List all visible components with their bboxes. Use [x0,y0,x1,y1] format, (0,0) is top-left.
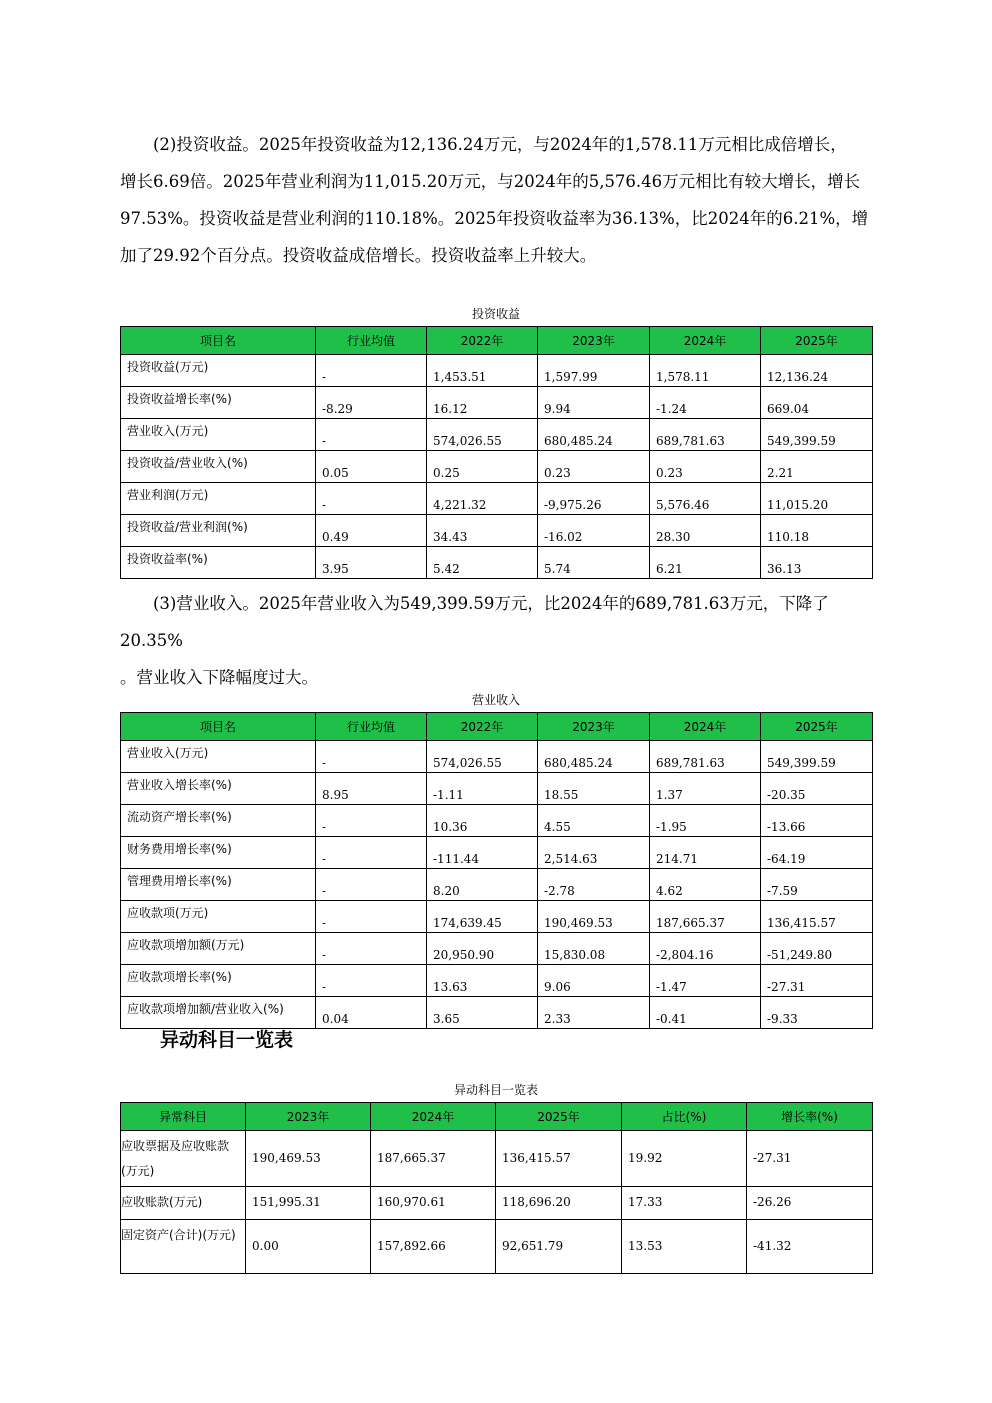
value-cell: -1.47 [650,965,761,997]
header-cell: 行业均值 [316,713,427,741]
table-row [121,901,873,933]
value-cell: 8.20 [427,869,538,901]
value-cell: 190,469.53 [538,901,650,933]
value-cell: -51,249.80 [761,933,873,965]
value-cell: - [316,741,427,773]
table-row [121,805,873,837]
value-cell: 92,651.79 [496,1220,622,1274]
table-row [121,773,873,805]
header-cell: 2024年 [371,1103,496,1131]
value-cell: 151,995.31 [246,1187,371,1220]
value-cell: 187,665.37 [650,901,761,933]
value-cell: - [316,933,427,965]
value-cell: -27.31 [761,965,873,997]
investment-table-caption: 投资收益 [471,307,520,321]
row-label-cell: 应收款项增长率(%) [121,965,316,997]
header-cell: 2022年 [427,713,538,741]
paragraph-line: 增长6.69倍。2025年营业利润为11,015.20万元，与2024年的5,576.46万元相比有较大增长，增长 [120,172,861,191]
value-cell: -111.44 [427,837,538,869]
value-cell: 0.04 [316,997,427,1029]
value-cell: 19.92 [622,1131,747,1187]
table-row [121,1220,873,1274]
table-header-row [121,1103,873,1131]
header-cell: 异常科目 [121,1103,246,1131]
value-cell: - [316,355,427,387]
header-cell: 占比(%) [622,1103,747,1131]
header-cell: 2024年 [650,713,761,741]
value-cell: 0.49 [316,515,427,547]
header-cell: 2023年 [246,1103,371,1131]
value-cell: -26.26 [747,1187,873,1220]
value-cell: 11,015.20 [761,483,873,515]
value-cell: 689,781.63 [650,419,761,451]
value-cell: 680,485.24 [538,741,650,773]
table-row [121,965,873,997]
value-cell: 13.63 [427,965,538,997]
value-cell: 214.71 [650,837,761,869]
value-cell: 118,696.20 [496,1187,622,1220]
value-cell: 689,781.63 [650,741,761,773]
value-cell: 8.95 [316,773,427,805]
value-cell: - [316,965,427,997]
header-cell: 2025年 [761,327,873,355]
value-cell: -20.35 [761,773,873,805]
table-row [121,837,873,869]
value-cell: 1,597.99 [538,355,650,387]
value-cell: 2,514.63 [538,837,650,869]
value-cell: 549,399.59 [761,741,873,773]
value-cell: 3.95 [316,547,427,579]
value-cell: 574,026.55 [427,419,538,451]
table-row [121,515,873,547]
anomaly-heading: 异动科目一览表 [160,1029,294,1051]
header-cell: 2025年 [496,1103,622,1131]
paragraph-line: (2)投资收益。2025年投资收益为12,136.24万元，与2024年的1,578.11万元相比成倍增长， [120,135,847,154]
anomaly-table-caption: 异动科目一览表 [453,1083,538,1097]
value-cell: - [316,805,427,837]
row-label-cell: 营业收入(万元) [121,741,316,773]
row-label-cell: 固定资产(合计)(万元) [121,1220,246,1274]
table-row [121,933,873,965]
header-cell: 2024年 [650,327,761,355]
value-cell: 157,892.66 [371,1220,496,1274]
value-cell: - [316,869,427,901]
value-cell: 174,639.45 [427,901,538,933]
value-cell: - [316,901,427,933]
table-row [121,355,873,387]
value-cell: -2,804.16 [650,933,761,965]
revenue-paragraph [120,585,890,696]
value-cell: 16.12 [427,387,538,419]
value-cell: 15,830.08 [538,933,650,965]
value-cell: 9.94 [538,387,650,419]
value-cell: 5.74 [538,547,650,579]
value-cell: 110.18 [761,515,873,547]
row-label-cell: 营业收入增长率(%) [121,773,316,805]
value-cell: 34.43 [427,515,538,547]
value-cell: 36.13 [761,547,873,579]
value-cell: 28.30 [650,515,761,547]
value-cell: 0.25 [427,451,538,483]
paragraph-line: 97.53%。投资收益是营业利润的110.18%。2025年投资收益率为36.13%，比2024年的6.21%，增 [120,209,869,228]
header-cell: 2022年 [427,327,538,355]
value-cell: -2.78 [538,869,650,901]
row-label-cell: 投资收益/营业利润(%) [121,515,316,547]
value-cell: 0.05 [316,451,427,483]
row-label-cell: 应收款项增加额/营业收入(%) [121,997,316,1029]
table-row [121,547,873,579]
value-cell: 669.04 [761,387,873,419]
value-cell: -7.59 [761,869,873,901]
anomaly-table-body [121,1131,873,1274]
table-row [121,483,873,515]
row-label-cell: 应收款项(万元) [121,901,316,933]
row-label-cell: 投资收益增长率(%) [121,387,316,419]
value-cell: 17.33 [622,1187,747,1220]
row-label-cell: 应收款项增加额(万元) [121,933,316,965]
table-row [121,741,873,773]
value-cell: 680,485.24 [538,419,650,451]
value-cell: - [316,837,427,869]
value-cell: -0.41 [650,997,761,1029]
table-row [121,451,873,483]
investment-table-body [121,355,873,579]
value-cell: -1.11 [427,773,538,805]
revenue-table [120,712,873,1029]
value-cell: 5.42 [427,547,538,579]
row-label-cell: 投资收益(万元) [121,355,316,387]
value-cell: 4.55 [538,805,650,837]
header-cell: 2023年 [538,713,650,741]
value-cell: -1.24 [650,387,761,419]
value-cell: 12,136.24 [761,355,873,387]
row-label-cell: 投资收益率(%) [121,547,316,579]
value-cell: 13.53 [622,1220,747,1274]
value-cell: - [316,419,427,451]
header-cell: 项目名 [121,327,316,355]
value-cell: - [316,483,427,515]
value-cell: -9,975.26 [538,483,650,515]
value-cell: 2.21 [761,451,873,483]
header-cell: 增长率(%) [747,1103,873,1131]
table-row [121,997,873,1029]
value-cell: 549,399.59 [761,419,873,451]
revenue-table-body [121,741,873,1029]
row-label-cell: 营业收入(万元) [121,419,316,451]
row-label-cell: 管理费用增长率(%) [121,869,316,901]
value-cell: 20,950.90 [427,933,538,965]
investment-table [120,326,873,579]
row-label-cell: 应收账款(万元) [121,1187,246,1220]
table-header-row [121,327,873,355]
value-cell: -1.95 [650,805,761,837]
value-cell: 0.00 [246,1220,371,1274]
value-cell: -41.32 [747,1220,873,1274]
row-label-cell: 营业利润(万元) [121,483,316,515]
value-cell: 187,665.37 [371,1131,496,1187]
value-cell: -64.19 [761,837,873,869]
value-cell: 0.23 [538,451,650,483]
value-cell: 3.65 [427,997,538,1029]
value-cell: 18.55 [538,773,650,805]
value-cell: 1.37 [650,773,761,805]
row-label-cell: 应收票据及应收账款(万元) [121,1131,246,1187]
value-cell: -13.66 [761,805,873,837]
table-row [121,1131,873,1187]
table-row [121,869,873,901]
value-cell: 1,453.51 [427,355,538,387]
paragraph-line: 。营业收入下降幅度过大。 [120,668,318,687]
row-label-cell: 投资收益/营业收入(%) [121,451,316,483]
value-cell: -8.29 [316,387,427,419]
investment-paragraph [120,126,890,274]
header-cell: 2025年 [761,713,873,741]
table-row [121,419,873,451]
row-label-cell: 财务费用增长率(%) [121,837,316,869]
value-cell: 0.23 [650,451,761,483]
revenue-table-caption: 营业收入 [471,693,520,707]
paragraph-line: 加了29.92个百分点。投资收益成倍增长。投资收益率上升较大。 [120,246,597,265]
anomaly-table [120,1102,873,1274]
value-cell: 9.06 [538,965,650,997]
value-cell: 160,970.61 [371,1187,496,1220]
value-cell: 2.33 [538,997,650,1029]
header-cell: 2023年 [538,327,650,355]
table-row [121,387,873,419]
value-cell: 190,469.53 [246,1131,371,1187]
value-cell: 136,415.57 [761,901,873,933]
value-cell: 4.62 [650,869,761,901]
value-cell: 4,221.32 [427,483,538,515]
value-cell: -16.02 [538,515,650,547]
value-cell: 5,576.46 [650,483,761,515]
value-cell: 574,026.55 [427,741,538,773]
table-header-row [121,713,873,741]
header-cell: 行业均值 [316,327,427,355]
row-label-cell: 流动资产增长率(%) [121,805,316,837]
value-cell: 10.36 [427,805,538,837]
value-cell: -9.33 [761,997,873,1029]
header-cell: 项目名 [121,713,316,741]
table-row [121,1187,873,1220]
value-cell: 1,578.11 [650,355,761,387]
value-cell: -27.31 [747,1131,873,1187]
value-cell: 136,415.57 [496,1131,622,1187]
value-cell: 6.21 [650,547,761,579]
paragraph-line: (3)营业收入。2025年营业收入为549,399.59万元，比2024年的689,781.63万元，下降了20.35% [120,594,829,650]
